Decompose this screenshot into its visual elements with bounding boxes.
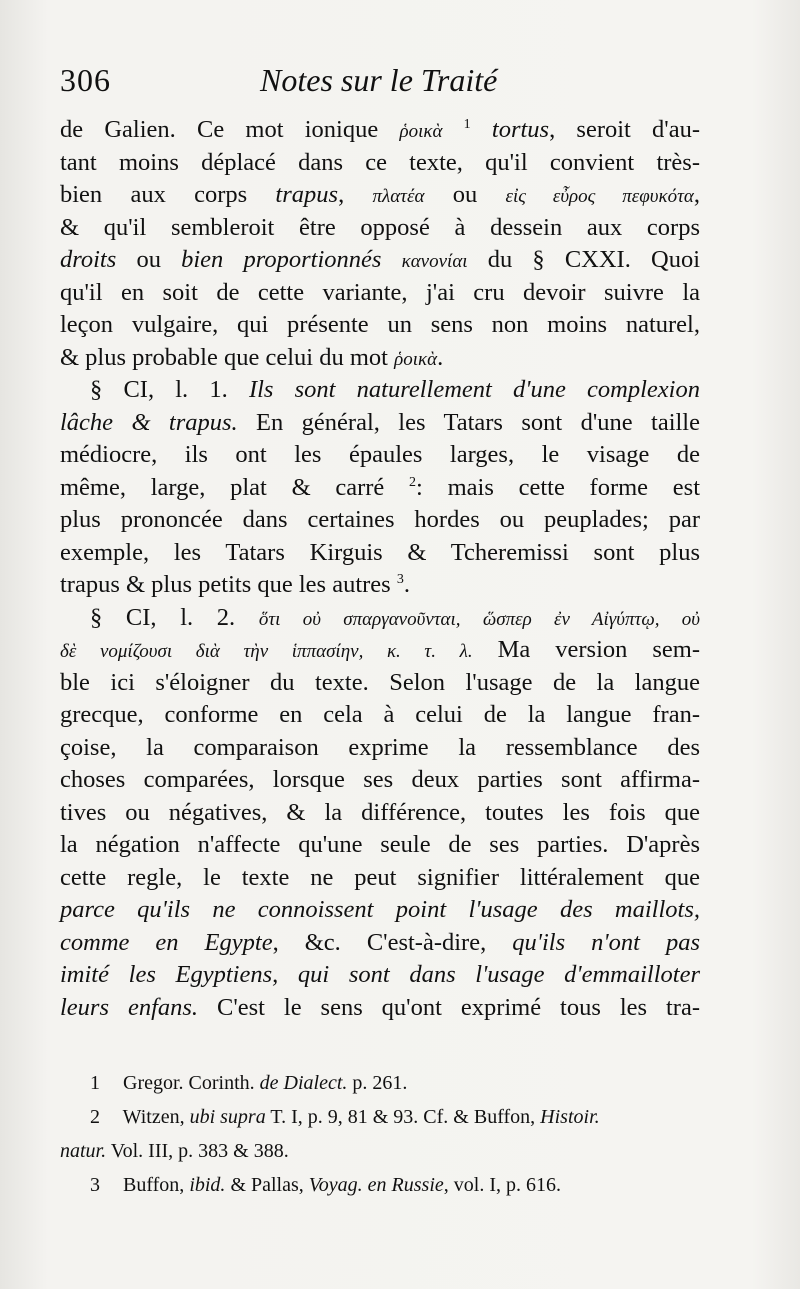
text-line: çoise, la comparaison exprime la ressemblance des	[60, 733, 700, 761]
footnote-ref: 3	[396, 571, 404, 587]
text-line: bien aux corps trapus, πλατέα ou εἰς εὖρος πεφυκότα,	[60, 181, 701, 208]
text-line: cette regle, le texte ne peut signifier littéralement que	[60, 863, 700, 891]
text-line: lâche & trapus. En général, les Tatars sont d'une taille	[60, 408, 700, 436]
text-line: même, large, plat & carré $^2$: mais cette forme est	[60, 473, 701, 501]
footnote-ref: 1	[463, 116, 471, 132]
text-line: parce qu'ils ne connoissent point l'usage des maillots,	[60, 896, 700, 923]
text-line: médiocre, ils ont les épaules larges, le visage de	[60, 441, 700, 468]
text-line: & qu'il sembleroit être opposé à dessein aux corps	[60, 213, 700, 241]
text-line: droits ou bien proportionnés κανονίαι du § CXXI. Quoi	[60, 246, 701, 273]
text-line: comme en Egypte, &c. C'est-à-dire, qu'ils n'ont pas	[60, 928, 701, 956]
text-line: & plus probable que celui du mot ῥοικὰ.	[60, 343, 444, 371]
text-line: leurs enfans. C'est le sens qu'ont exprimé tous les tra-	[60, 993, 700, 1021]
body-text	[60, 114, 700, 1024]
footnotes	[60, 1066, 700, 1202]
footnote: 3 Buffon, ibid. & Pallas, Voyag. en Russie, vol. I, p. 616.	[90, 1174, 561, 1196]
text-line: trapus & plus petits que les autres $^3$.	[60, 571, 410, 598]
text-line: δὲ νομίζουσι διὰ τὴν ἱππασίην, κ. τ. λ. Ma version sem-	[60, 636, 700, 663]
text-line: tives ou négatives, & la différence, toutes les fois que	[60, 798, 700, 826]
text-line: plus prononcée dans certaines hordes ou peuplades; par	[60, 506, 700, 533]
footnote-continuation: natur. Vol. III, p. 383 & 388.	[60, 1140, 289, 1162]
footnote-ref: 2	[409, 474, 417, 490]
text-line: § CI, l. 2. ὅτι οὐ σπαργανοῦνται, ὥσπερ ἐν Αἰγύπτῳ, οὐ	[90, 603, 700, 631]
text-line: imité les Egyptiens, qui sont dans l'usage d'emmailloter	[60, 961, 700, 988]
text-line: la négation n'affecte qu'une seule de ses parties. D'après	[60, 831, 700, 858]
text-line: § CI, l. 1. Ils sont naturellement d'une complexion	[90, 376, 700, 403]
running-title: Notes sur le Traité	[260, 62, 498, 98]
footnote: 2 Witzen, ubi supra T. I, p. 9, 81 & 93. Cf. & Buffon, Histoir.	[90, 1106, 600, 1128]
page-number: 306	[60, 62, 111, 98]
text-line: tant moins déplacé dans ce texte, qu'il convient très-	[60, 148, 700, 176]
text-line: grecque, conforme en cela à celui de la langue fran-	[60, 701, 700, 728]
text-line: exemple, les Tatars Kirguis & Tcheremissi sont plus	[60, 538, 700, 566]
footnote: 1 Gregor. Corinth. de Dialect. p. 261.	[90, 1072, 408, 1094]
page-header	[60, 62, 710, 112]
text-line: qu'il en soit de cette variante, j'ai cru devoir suivre la	[60, 278, 700, 306]
text-line: de Galien. Ce mot ionique ῥοικὰ $^1$ tortus, seroit d'au-	[60, 116, 701, 143]
text-line: ble ici s'éloigner du texte. Selon l'usage de la langue	[60, 668, 700, 696]
text-line: leçon vulgaire, qui présente un sens non moins naturel,	[60, 311, 700, 338]
text-line: choses comparées, lorsque ses deux parties sont affirma-	[60, 766, 700, 793]
